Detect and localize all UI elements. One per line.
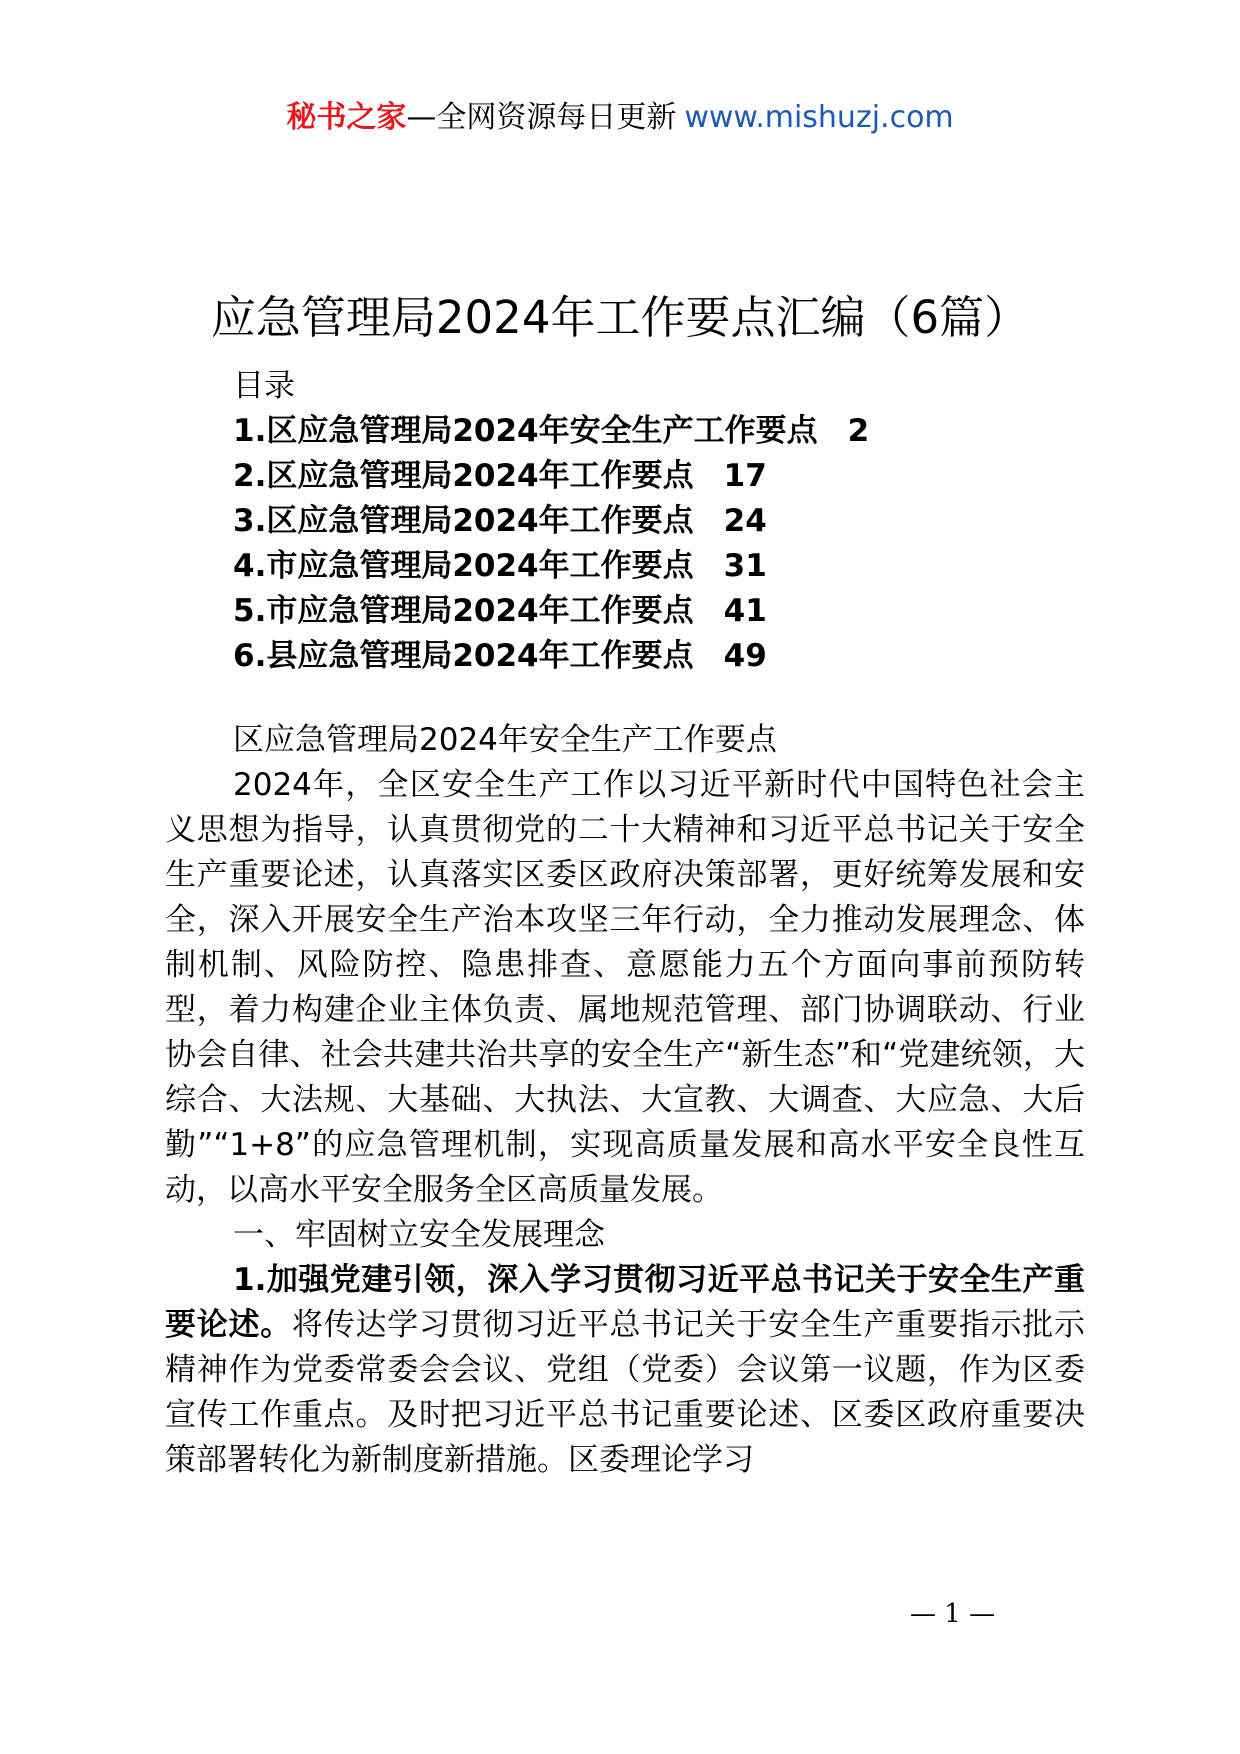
toc-item-label: 3.区应急管理局2024年工作要点 bbox=[233, 503, 694, 539]
item-1-text: 将传达学习贯彻习近平总书记关于安全生产重要指示批示精神作为党委常委会会议、党组（党委）会议第一议题，作为区委宣传工作重点。及时把习近平总书记重要论述、区委区政府重要决策部署转化为新制度新措施。区委理论学习 bbox=[165, 1307, 1085, 1478]
toc-item-5[interactable] bbox=[233, 589, 1133, 634]
toc-item-6[interactable] bbox=[233, 634, 1133, 679]
document-body bbox=[165, 718, 1085, 1483]
toc-item-3[interactable] bbox=[233, 499, 1133, 544]
toc-item-page: 24 bbox=[723, 503, 767, 539]
toc-item-page: 41 bbox=[723, 593, 767, 629]
intro-paragraph: 2024年，全区安全生产工作以习近平新时代中国特色社会主义思想为指导，认真贯彻党的二十大精神和习近平总书记关于安全生产重要论述，认真落实区委区政府决策部署，更好统筹发展和安全，深入开展安全生产治本攻坚三年行动，全力推动发展理念、体制机制、风险防控、隐患排查、意愿能力五个方面向事前预防转型，着力构建企业主体负责、属地规范管理、部门协调联动、行业协会自律、社会共建共治共享的安全生产“新生态”和“党建统领，大综合、大法规、大基础、大执法、大宣教、大调查、大应急、大后勤”“1+8”的应急管理机制，实现高质量发展和高水平安全良性互动，以高水平安全服务全区高质量发展。 bbox=[165, 767, 1085, 1208]
site-url-link[interactable]: www.mishuzj.com bbox=[684, 100, 954, 135]
toc-item-4[interactable] bbox=[233, 544, 1133, 589]
toc-item-label: 5.市应急管理局2024年工作要点 bbox=[233, 593, 694, 629]
brand-name: 秘书之家 bbox=[286, 100, 407, 135]
item-1-paragraph bbox=[165, 1258, 1085, 1483]
document-title: 应急管理局2024年工作要点汇编（6篇） bbox=[210, 291, 1030, 344]
toc-item-page: 17 bbox=[723, 458, 767, 494]
section-title: 区应急管理局2024年安全生产工作要点 bbox=[233, 722, 777, 758]
toc-item-1[interactable] bbox=[233, 409, 1133, 454]
toc-item-2[interactable] bbox=[233, 454, 1133, 499]
header-tagline: —全网资源每日更新 bbox=[406, 100, 677, 135]
heading-1: 一、牢固树立安全发展理念 bbox=[233, 1217, 605, 1253]
toc-item-label: 6.县应急管理局2024年工作要点 bbox=[233, 638, 694, 674]
table-of-contents bbox=[233, 364, 1133, 679]
item-1-bold-lead: 1.加强党建引领，深入学习贯彻习近平总书记关于安全生产重要论述。 bbox=[165, 1262, 1085, 1343]
toc-item-label: 4.市应急管理局2024年工作要点 bbox=[233, 548, 694, 584]
site-header bbox=[0, 98, 1240, 138]
toc-item-label: 2.区应急管理局2024年工作要点 bbox=[233, 458, 694, 494]
toc-item-label: 1.区应急管理局2024年安全生产工作要点 bbox=[233, 413, 818, 449]
toc-item-page: 49 bbox=[723, 638, 767, 674]
toc-heading: 目录 bbox=[233, 368, 295, 404]
page-number-text: — 1 — bbox=[910, 1599, 996, 1629]
toc-item-page: 2 bbox=[847, 413, 870, 449]
toc-item-page: 31 bbox=[723, 548, 767, 584]
